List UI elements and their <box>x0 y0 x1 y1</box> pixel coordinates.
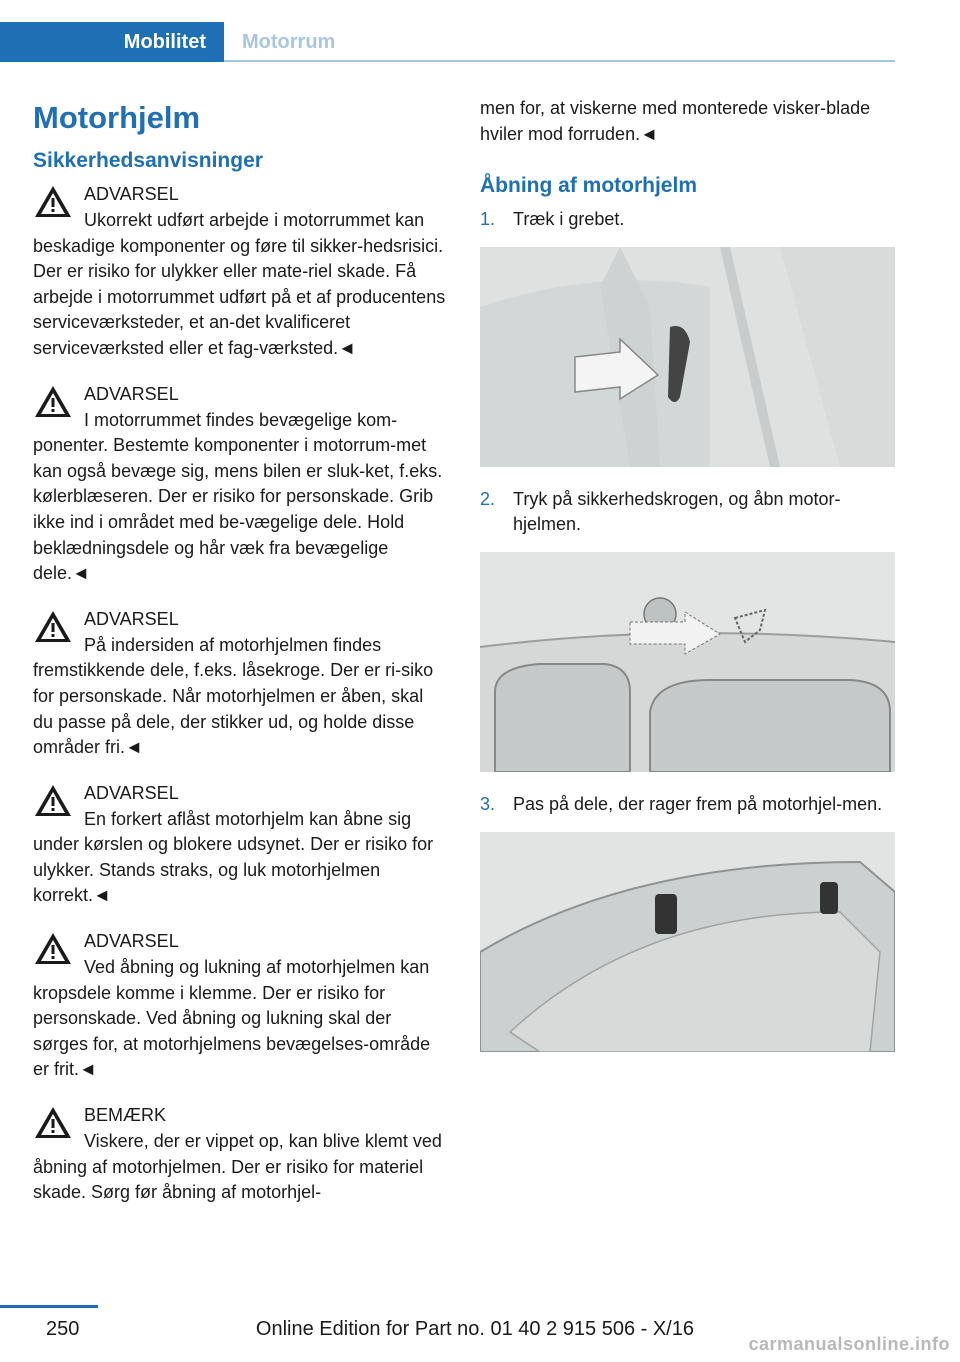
warning-block <box>33 180 448 362</box>
warning-text: kan kropsdele komme i klemme. Der er risiko for personskade. Ved åbning og lukning skal der sørges for, at motorhjelmens bevægelses-område er frit.◄ <box>33 957 431 1080</box>
warning-label: ADVARSEL <box>84 608 179 629</box>
warning-label: ADVARSEL <box>84 184 179 204</box>
warning-text-first: På indersiden af motorhjelmen findes <box>84 634 382 655</box>
step-item <box>480 792 895 818</box>
notice-text-first: Viskere, der er vippet op, kan blive klemt <box>84 1131 408 1152</box>
step-number: 3. <box>480 793 496 814</box>
left-column <box>33 96 448 1206</box>
warning-block <box>33 927 448 1083</box>
tab-motorrum[interactable]: Motorrum <box>242 30 336 53</box>
step-item <box>480 487 895 538</box>
warning-label: ADVARSEL <box>84 782 179 803</box>
warning-text-first: Ved åbning og lukning af motorhjelmen <box>84 957 396 978</box>
footer-divider <box>0 1305 98 1308</box>
opening-title: Åbning af motorhjelm <box>480 174 697 198</box>
warning-label: ADVARSEL <box>84 931 179 952</box>
header-divider <box>224 60 895 62</box>
subsection-title: Sikkerhedsanvisninger <box>33 149 263 172</box>
warning-triangle-icon <box>33 931 73 967</box>
warning-block <box>33 605 448 761</box>
edition-text: Online Edition for Part no. 01 40 2 915 506 - X/16 <box>255 1318 694 1340</box>
warning-triangle-icon <box>33 609 73 645</box>
right-column <box>480 96 895 1072</box>
warning-block <box>33 380 448 587</box>
step-item <box>480 207 895 233</box>
notice-block <box>33 1101 448 1206</box>
warning-text: under kørslen og blokere udsynet. Der er risiko for ulykker. Stands straks, og luk motorhjelmen korrekt.◄ <box>33 834 434 906</box>
warning-triangle-icon <box>33 184 73 220</box>
section-title: Motorhjelm <box>33 100 201 135</box>
step-text: Tryk på sikkerhedskrogen, og åbn motor-hjelmen. <box>513 488 841 535</box>
step-text: Pas på dele, der rager frem på motorhjel-men. <box>513 793 883 814</box>
warning-text: fremstikkende dele, f.eks. låsekroge. Der er ri-siko for personskade. Når motorhjelmen er åben, skal du passe på dele, der stikker ud, og holde disse områder fri.◄ <box>33 660 434 758</box>
tab-mobilitet[interactable]: Mobilitet <box>0 22 224 62</box>
step-text: Træk i grebet. <box>513 209 625 230</box>
warning-triangle-icon <box>33 1105 73 1141</box>
warning-text-first: Ukorrekt udført arbejde i motorrummet <box>84 210 391 230</box>
warning-block <box>33 779 448 909</box>
notice-text: ved åbning af motorhjelmen. Der er risiko for materiel skade. Sørg før åbning af motorhjel- <box>33 1131 442 1203</box>
safety-catch-illustration <box>480 552 895 772</box>
notice-label: BEMÆRK <box>84 1105 167 1126</box>
step-number: 2. <box>480 488 496 509</box>
watermark: carmanualsonline.info <box>748 1334 950 1354</box>
warning-text: kan beskadige komponenter og føre til sikker-hedsrisici. Der er risiko for ulykker eller mate-riel skade. Få arbejde i motorrummet udført på et af producentens serviceværksteder, et an-det kvalificeret serviceværksted eller et fag-værksted.◄ <box>33 210 446 358</box>
warning-triangle-icon <box>33 384 73 420</box>
warning-text: ponenter. Bestemte komponenter i motorrum-met kan også bevæge sig, mens bilen er sluk-ket, f.eks. kølerblæseren. Der er risiko for personskade. Grib ikke ind i området med be-vægelige dele. Hold beklædningsdele og hår væk fra bevægelige dele.◄ <box>33 435 443 584</box>
hood-underside-illustration <box>480 832 895 1052</box>
continuation-text: men for, at viskerne med monterede visker-blade hviler mod forruden.◄ <box>480 98 871 144</box>
warning-triangle-icon <box>33 783 73 819</box>
step-number: 1. <box>480 209 496 230</box>
warning-text-first: En forkert aflåst motorhjelm kan åbne sig <box>84 808 412 829</box>
warning-text-first: I motorrummet findes bevægelige kom- <box>84 409 398 430</box>
hood-release-lever-illustration <box>480 247 895 467</box>
warning-label: ADVARSEL <box>84 383 179 404</box>
page-number: 250 <box>46 1318 80 1340</box>
